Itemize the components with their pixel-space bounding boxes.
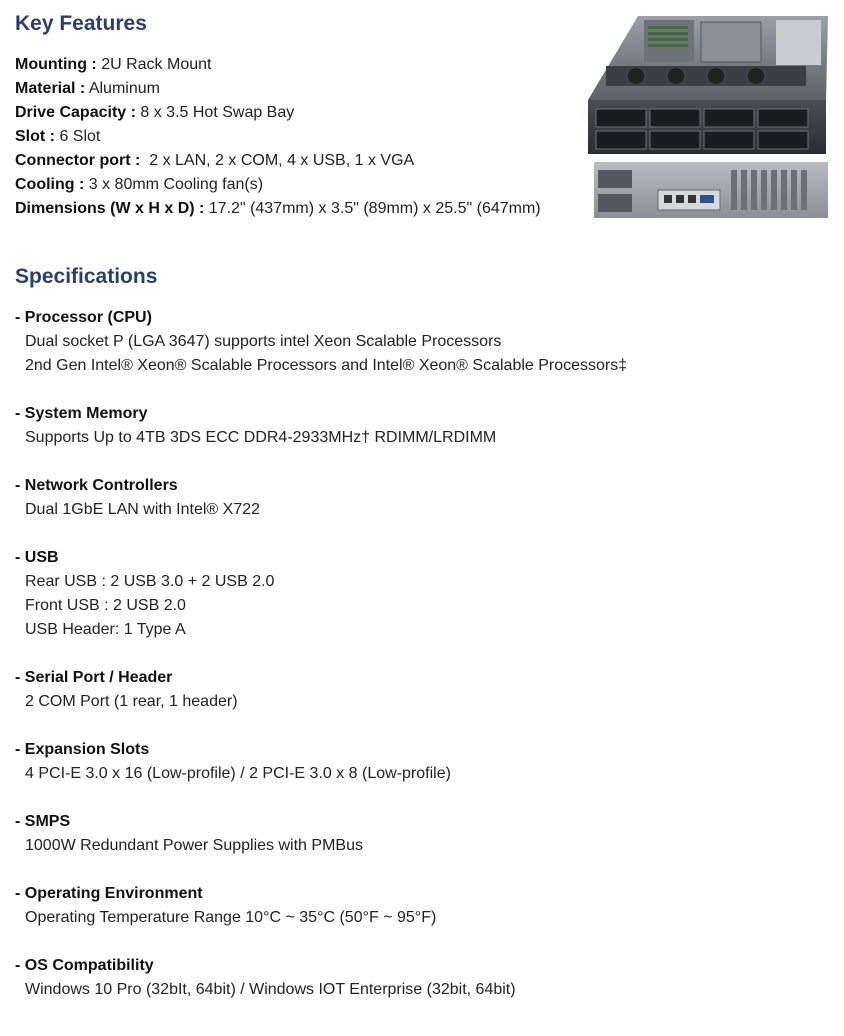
- spec-heading: - Network Controllers: [15, 477, 178, 494]
- spec-heading: - USB: [15, 549, 59, 566]
- feature-row-dimensions: [15, 197, 575, 221]
- feature-row-connector-port: [15, 149, 575, 173]
- spec-group-network: [15, 474, 815, 522]
- feature-label: Connector port :: [15, 152, 141, 169]
- spec-line: 4 PCI-E 3.0 x 16 (Low-profile) / 2 PCI-E 3.0 x 8 (Low-profile): [25, 765, 451, 782]
- spec-line: Supports Up to 4TB 3DS ECC DDR4-2933MHz† RDIMM/LRDIMM: [25, 429, 497, 446]
- spec-group-serial-port: [15, 666, 815, 714]
- spec-heading: - Serial Port / Header: [15, 669, 173, 686]
- spec-line: 1000W Redundant Power Supplies with PMBus: [25, 837, 363, 854]
- feature-label: Dimensions (W x H x D) :: [15, 200, 205, 217]
- key-features-list: [15, 53, 575, 221]
- spec-line: Operating Temperature Range 10°C ~ 35°C (50°F ~ 95°F): [25, 909, 437, 926]
- spec-line: Rear USB : 2 USB 3.0 + 2 USB 2.0: [25, 573, 275, 590]
- feature-row-mounting: [15, 53, 575, 77]
- spec-heading: - OS Compatibility: [15, 957, 154, 974]
- feature-label: Drive Capacity :: [15, 104, 136, 121]
- spec-group-smps: [15, 810, 815, 858]
- feature-value: 6 Slot: [59, 128, 101, 145]
- spec-group-expansion-slots: [15, 738, 815, 786]
- spec-group-operating-environment: [15, 882, 815, 930]
- feature-label: Cooling :: [15, 176, 85, 193]
- spec-line: Dual socket P (LGA 3647) supports intel Xeon Scalable Processors: [25, 333, 502, 350]
- spec-line: Front USB : 2 USB 2.0: [25, 597, 186, 614]
- spec-line: Windows 10 Pro (32bIt, 64bit) / Windows IOT Enterprise (32bit, 64bit): [25, 981, 516, 998]
- specifications-list: [15, 306, 815, 1026]
- spec-line: Dual 1GbE LAN with Intel® X722: [25, 501, 261, 518]
- feature-row-drive-capacity: [15, 101, 575, 125]
- feature-value: 17.2" (437mm) x 3.5" (89mm) x 25.5" (647mm): [208, 200, 541, 217]
- feature-value: Aluminum: [88, 80, 160, 97]
- spec-group-os-compatibility: [15, 954, 815, 1002]
- spec-line: 2 COM Port (1 rear, 1 header): [25, 693, 238, 710]
- spec-group-usb: [15, 546, 815, 642]
- spec-group-processor: [15, 306, 815, 378]
- feature-label: Material :: [15, 80, 86, 97]
- key-features-title: Key Features: [15, 12, 147, 35]
- feature-value: 2 x LAN, 2 x COM, 4 x USB, 1 x VGA: [149, 152, 415, 169]
- spec-heading: - System Memory: [15, 405, 148, 422]
- feature-value: 3 x 80mm Cooling fan(s): [88, 176, 264, 193]
- feature-label: Slot :: [15, 128, 55, 145]
- feature-row-slot: [15, 125, 575, 149]
- spec-heading: - Processor (CPU): [15, 309, 152, 326]
- spec-line: USB Header: 1 Type A: [25, 621, 186, 638]
- feature-label: Mounting :: [15, 56, 97, 73]
- feature-value: 2U Rack Mount: [101, 56, 212, 73]
- spec-heading: - Expansion Slots: [15, 741, 150, 758]
- spec-heading: - Operating Environment: [15, 885, 203, 902]
- rack-server-icon: [586, 14, 830, 222]
- product-image: [586, 14, 830, 222]
- spec-heading: - SMPS: [15, 813, 71, 830]
- specifications-title: Specifications: [15, 265, 158, 288]
- feature-row-cooling: [15, 173, 575, 197]
- feature-value: 8 x 3.5 Hot Swap Bay: [140, 104, 295, 121]
- spec-line: 2nd Gen Intel® Xeon® Scalable Processors and Intel® Xeon® Scalable Processors‡: [25, 357, 628, 374]
- spec-group-system-memory: [15, 402, 815, 450]
- feature-row-material: [15, 77, 575, 101]
